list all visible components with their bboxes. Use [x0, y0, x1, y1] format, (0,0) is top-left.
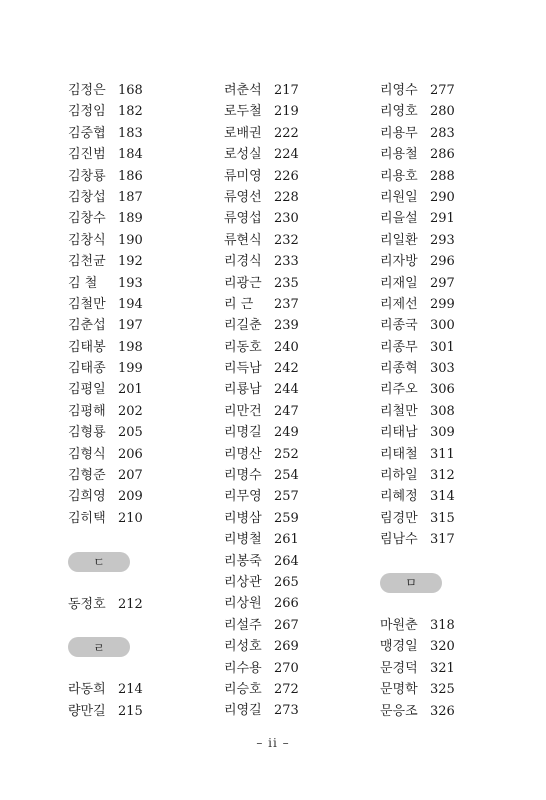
entry-page-number: 182 [118, 104, 143, 120]
entry-name: 동정호 [68, 596, 106, 612]
entry-name: 맹경일 [380, 639, 418, 655]
entry-page-number: 219 [274, 104, 299, 120]
entry-name: 리태남 [380, 425, 418, 441]
entry-page-number: 214 [118, 682, 143, 698]
entry-name: 리용철 [380, 147, 418, 163]
index-entry [68, 379, 148, 400]
entry-name: 김히택 [68, 510, 106, 526]
entry-page-number: 290 [430, 189, 455, 205]
entry-page-number: 240 [274, 339, 299, 355]
entry-page-number: 321 [430, 660, 455, 676]
entry-page-number: 296 [430, 254, 455, 270]
entry-name: 리재일 [380, 275, 418, 291]
entry-page-number: 233 [274, 254, 299, 270]
entry-name: 리종혁 [380, 361, 418, 377]
index-entry [380, 337, 460, 358]
entry-page-number: 303 [430, 361, 455, 377]
entry-name: 김철만 [68, 296, 106, 312]
entry-name: 리병철 [224, 532, 262, 548]
index-entry [224, 273, 304, 294]
entry-name: 김창룡 [68, 168, 106, 184]
entry-name: 김형준 [68, 468, 106, 484]
index-entry [224, 80, 304, 101]
entry-name: 림남수 [380, 532, 418, 548]
index-entry [380, 444, 460, 465]
entry-page-number: 206 [118, 446, 143, 462]
entry-name: 리명길 [224, 425, 262, 441]
entry-name: 김천균 [68, 254, 106, 270]
entry-page-number: 247 [274, 403, 299, 419]
entry-name: 리설주 [224, 617, 262, 633]
index-entry [380, 379, 460, 400]
entry-page-number: 318 [430, 617, 455, 633]
entry-name: 리종무 [380, 339, 418, 355]
entry-name: 리명수 [224, 468, 262, 484]
entry-name: 류영선 [224, 189, 262, 205]
entry-page-number: 325 [430, 682, 455, 698]
entry-name: 리자방 [380, 254, 418, 270]
entry-name: 김진범 [68, 147, 106, 163]
entry-page-number: 232 [274, 232, 299, 248]
index-entry [380, 144, 460, 165]
entry-page-number: 259 [274, 510, 299, 526]
index-entry [380, 123, 460, 144]
entry-name: 림경만 [380, 510, 418, 526]
index-entry [224, 658, 304, 679]
index-entry [380, 294, 460, 315]
entry-page-number: 183 [118, 125, 143, 141]
index-entry [68, 679, 148, 700]
index-entry [224, 251, 304, 272]
index-entry [380, 636, 460, 657]
entry-name: 리 근 [224, 296, 254, 312]
index-entry [68, 187, 148, 208]
entry-page-number: 286 [430, 147, 455, 163]
entry-name: 리상관 [224, 574, 262, 590]
index-entry [224, 572, 304, 593]
entry-name: 리주오 [380, 382, 418, 398]
index-entry [68, 701, 148, 722]
entry-name: 로두철 [224, 104, 262, 120]
section-spacer [68, 529, 148, 550]
entry-name: 리만건 [224, 403, 262, 419]
entry-page-number: 244 [274, 382, 299, 398]
entry-page-number: 308 [430, 403, 455, 419]
index-entry [68, 486, 148, 507]
entry-name: 리명산 [224, 446, 262, 462]
entry-name: 김평일 [68, 382, 106, 398]
entry-page-number: 217 [274, 83, 299, 98]
index-entry [224, 615, 304, 636]
index-entry [224, 166, 304, 187]
index-entry [380, 615, 460, 636]
section-header-badge: ㄹ [68, 637, 130, 657]
entry-name: 마원춘 [380, 617, 418, 633]
entry-name: 리혜정 [380, 489, 418, 505]
entry-page-number: 184 [118, 147, 143, 163]
index-entry [224, 593, 304, 614]
entry-name: 문경덕 [380, 660, 418, 676]
index-entry [68, 123, 148, 144]
index-entry [380, 679, 460, 700]
index-entry [224, 444, 304, 465]
index-column-1 [68, 80, 148, 722]
entry-page-number: 187 [118, 189, 143, 205]
entry-page-number: 273 [274, 703, 299, 719]
index-entry [68, 444, 148, 465]
index-entry [224, 636, 304, 657]
index-entry [224, 315, 304, 336]
entry-name: 김형룡 [68, 425, 106, 441]
entry-name: 김평해 [68, 403, 106, 419]
entry-page-number: 293 [430, 232, 455, 248]
entry-name: 리철만 [380, 403, 418, 419]
entry-page-number: 317 [430, 532, 455, 548]
entry-page-number: 266 [274, 596, 299, 612]
entry-page-number: 320 [430, 639, 455, 655]
entry-page-number: 261 [274, 532, 299, 548]
entry-name: 김창섭 [68, 189, 106, 205]
entry-name: 류미영 [224, 168, 262, 184]
index-entry [380, 701, 460, 722]
entry-page-number: 197 [118, 318, 143, 334]
entry-page-number: 242 [274, 361, 299, 377]
entry-page-number: 199 [118, 361, 143, 377]
index-column-2 [224, 80, 304, 722]
entry-name: 리영호 [380, 104, 418, 120]
index-entry [68, 465, 148, 486]
index-entry [224, 551, 304, 572]
index-entry [68, 315, 148, 336]
index-column-3 [380, 80, 460, 722]
entry-page-number: 215 [118, 703, 143, 719]
entry-name: 리상원 [224, 596, 262, 612]
entry-name: 로성실 [224, 147, 262, 163]
entry-page-number: 283 [430, 125, 455, 141]
entry-page-number: 272 [274, 681, 299, 697]
entry-name: 리일환 [380, 232, 418, 248]
index-entry [224, 422, 304, 443]
entry-name: 문명학 [380, 682, 418, 698]
index-entry [68, 144, 148, 165]
index-entry [68, 358, 148, 379]
entry-page-number: 228 [274, 189, 299, 205]
entry-page-number: 326 [430, 703, 455, 719]
entry-page-number: 264 [274, 553, 299, 569]
index-entry [224, 123, 304, 144]
index-entry [224, 230, 304, 251]
index-entry [224, 401, 304, 422]
entry-name: 리무영 [224, 489, 262, 505]
section-spacer [68, 615, 148, 636]
index-entry [380, 508, 460, 529]
entry-name: 리하일 [380, 468, 418, 484]
entry-page-number: 277 [430, 83, 455, 98]
entry-page-number: 312 [430, 468, 455, 484]
entry-page-number: 207 [118, 468, 143, 484]
entry-name: 라동희 [68, 682, 106, 698]
index-entry [380, 422, 460, 443]
entry-name: 리태철 [380, 446, 418, 462]
index-entry [68, 594, 148, 615]
entry-page-number: 205 [118, 425, 143, 441]
index-entry [224, 187, 304, 208]
entry-name: 김창식 [68, 232, 106, 248]
entry-name: 김태종 [68, 361, 106, 377]
index-entry [68, 508, 148, 529]
index-entry [224, 379, 304, 400]
entry-page-number: 194 [118, 296, 143, 312]
entry-page-number: 270 [274, 660, 299, 676]
index-entry [68, 294, 148, 315]
entry-page-number: 297 [430, 275, 455, 291]
index-entry [68, 230, 148, 251]
entry-page-number: 280 [430, 104, 455, 120]
index-entry [68, 101, 148, 122]
entry-page-number: 257 [274, 489, 299, 505]
entry-page-number: 301 [430, 339, 455, 355]
entry-page-number: 254 [274, 468, 299, 484]
index-entry [380, 529, 460, 550]
entry-name: 리원일 [380, 189, 418, 205]
entry-page-number: 230 [274, 211, 299, 227]
index-entry [68, 422, 148, 443]
section-header-badge: ㅁ [380, 573, 442, 593]
entry-name: 김정은 [68, 83, 106, 98]
entry-page-number: 299 [430, 296, 455, 312]
entry-name: 리경식 [224, 254, 262, 270]
index-entry [380, 80, 460, 101]
section-spacer [380, 551, 460, 572]
entry-name: 문응조 [380, 703, 418, 719]
entry-page-number: 306 [430, 382, 455, 398]
entry-name: 려춘석 [224, 83, 262, 98]
index-entry [68, 80, 148, 101]
index-entry [224, 679, 304, 700]
index-entry [68, 401, 148, 422]
index-entry [224, 465, 304, 486]
entry-page-number: 189 [118, 211, 143, 227]
entry-name: 김중협 [68, 125, 106, 141]
index-entry [68, 208, 148, 229]
index-entry [380, 187, 460, 208]
index-entry [380, 315, 460, 336]
entry-page-number: 309 [430, 425, 455, 441]
entry-page-number: 239 [274, 318, 299, 334]
entry-page-number: 224 [274, 147, 299, 163]
index-entry [68, 251, 148, 272]
entry-page-number: 267 [274, 617, 299, 633]
entry-name: 리동호 [224, 339, 262, 355]
entry-name: 리용무 [380, 125, 418, 141]
entry-page-number: 209 [118, 489, 143, 505]
entry-page-number: 249 [274, 425, 299, 441]
index-entry [380, 208, 460, 229]
index-entry [224, 508, 304, 529]
entry-name: 리영수 [380, 83, 418, 98]
index-entry [224, 529, 304, 550]
entry-name: 리성호 [224, 639, 262, 655]
entry-name: 리종국 [380, 318, 418, 334]
entry-name: 리제선 [380, 296, 418, 312]
entry-name: 김희영 [68, 489, 106, 505]
entry-page-number: 168 [118, 83, 143, 98]
index-entry [380, 166, 460, 187]
entry-page-number: 193 [118, 275, 143, 291]
index-entry [380, 486, 460, 507]
section-header-badge: ㄷ [68, 552, 130, 572]
entry-name: 리승호 [224, 681, 262, 697]
entry-name: 리광근 [224, 275, 262, 291]
entry-page-number: 212 [118, 596, 143, 612]
entry-page-number: 300 [430, 318, 455, 334]
entry-name: 김정임 [68, 104, 106, 120]
index-entry [380, 101, 460, 122]
entry-name: 리을설 [380, 211, 418, 227]
entry-name: 리영길 [224, 703, 262, 719]
entry-name: 리용호 [380, 168, 418, 184]
entry-name: 리봉죽 [224, 553, 262, 569]
index-entry [224, 358, 304, 379]
index-entry [380, 251, 460, 272]
index-entry [224, 294, 304, 315]
entry-page-number: 269 [274, 639, 299, 655]
entry-name: 류현식 [224, 232, 262, 248]
entry-name: 김창수 [68, 211, 106, 227]
entry-name: 리길춘 [224, 318, 262, 334]
index-entry [224, 101, 304, 122]
entry-name: 류영섭 [224, 211, 262, 227]
index-entry [380, 358, 460, 379]
entry-page-number: 237 [274, 296, 299, 312]
index-entry [68, 337, 148, 358]
entry-name: 리득남 [224, 361, 262, 377]
entry-name: 량만길 [68, 703, 106, 719]
entry-name: 김 철 [68, 275, 98, 291]
index-entry [380, 401, 460, 422]
entry-name: 리수용 [224, 660, 262, 676]
entry-page-number: 198 [118, 339, 143, 355]
page-number: – ii – [256, 736, 290, 750]
index-entry [68, 166, 148, 187]
index-entry [380, 658, 460, 679]
entry-page-number: 291 [430, 211, 455, 227]
index-entry [224, 208, 304, 229]
index-entry [380, 465, 460, 486]
entry-page-number: 210 [118, 510, 143, 526]
index-entry [224, 700, 304, 721]
entry-page-number: 235 [274, 275, 299, 291]
entry-page-number: 314 [430, 489, 455, 505]
entry-page-number: 252 [274, 446, 299, 462]
entry-name: 김춘섭 [68, 318, 106, 334]
entry-page-number: 190 [118, 232, 143, 248]
index-entry [224, 486, 304, 507]
index-entry [380, 273, 460, 294]
entry-page-number: 192 [118, 254, 143, 270]
entry-page-number: 201 [118, 382, 143, 398]
entry-name: 김형식 [68, 446, 106, 462]
entry-page-number: 186 [118, 168, 143, 184]
index-entry [224, 337, 304, 358]
index-entry [68, 273, 148, 294]
entry-page-number: 202 [118, 403, 143, 419]
entry-name: 리병삼 [224, 510, 262, 526]
entry-page-number: 265 [274, 574, 299, 590]
entry-page-number: 315 [430, 510, 455, 526]
entry-page-number: 311 [430, 446, 455, 462]
entry-page-number: 222 [274, 125, 299, 141]
entry-page-number: 226 [274, 168, 299, 184]
index-entry [380, 230, 460, 251]
entry-name: 로배권 [224, 125, 262, 141]
entry-page-number: 288 [430, 168, 455, 184]
index-entry [224, 144, 304, 165]
entry-name: 리룡남 [224, 382, 262, 398]
entry-name: 김태봉 [68, 339, 106, 355]
